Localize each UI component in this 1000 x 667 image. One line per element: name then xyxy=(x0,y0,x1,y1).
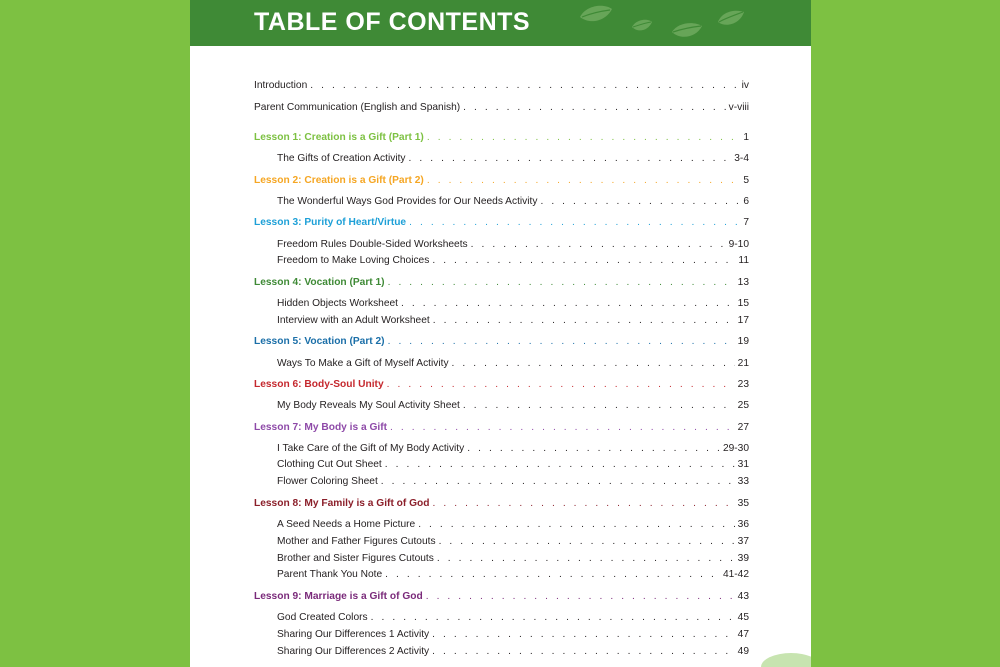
leaf-icon xyxy=(716,8,746,30)
toc-entry-title: Lesson 7: My Body is a Gift xyxy=(254,422,388,433)
toc-entry xyxy=(277,443,749,459)
dot-leader xyxy=(409,153,732,164)
toc-entry xyxy=(277,239,749,255)
toc-lesson-entry xyxy=(254,132,749,148)
toc-lesson-entry xyxy=(254,498,749,514)
toc-page-number: 33 xyxy=(737,476,749,487)
toc-page-number: 6 xyxy=(743,196,749,207)
toc-entry xyxy=(254,102,749,118)
toc-entry-title: Flower Coloring Sheet xyxy=(277,476,378,487)
toc-page-number: 11 xyxy=(738,255,749,266)
toc-page-number: 23 xyxy=(737,379,749,390)
toc-entry xyxy=(277,536,749,552)
toc-page-number: 7 xyxy=(743,217,749,228)
toc-entry-title: I Take Care of the Gift of My Body Activity xyxy=(277,443,465,454)
dot-leader xyxy=(432,255,735,266)
toc-entry xyxy=(277,553,749,569)
toc-entry-title: Hidden Objects Worksheet xyxy=(277,298,398,309)
toc-page-number: 13 xyxy=(737,277,749,288)
document-page xyxy=(190,0,811,667)
toc-entry xyxy=(277,315,749,331)
toc-entry-title: Interview with an Adult Worksheet xyxy=(277,315,430,326)
toc-page-number: 39 xyxy=(737,553,749,564)
dot-leader xyxy=(540,196,740,207)
leaf-icon xyxy=(630,17,654,35)
dot-leader xyxy=(433,315,735,326)
toc-entry-title: Lesson 4: Vocation (Part 1) xyxy=(254,277,385,288)
toc-page-number: v-viii xyxy=(728,102,749,113)
toc-page-number: 37 xyxy=(737,536,749,547)
toc-page-number: 41-42 xyxy=(722,569,749,580)
dot-leader xyxy=(432,646,735,657)
dot-leader xyxy=(387,379,735,390)
dot-leader xyxy=(437,553,735,564)
toc-page-number: 9-10 xyxy=(728,239,749,250)
toc-entry-title: Lesson 8: My Family is a Gift of God xyxy=(254,498,430,509)
toc-entry-title: God Created Colors xyxy=(277,612,368,623)
dot-leader xyxy=(381,476,735,487)
dot-leader xyxy=(467,443,720,454)
dot-leader xyxy=(388,336,735,347)
leaf-icon xyxy=(670,20,704,42)
toc-lesson-entry xyxy=(254,591,749,607)
toc-page-number: 29-30 xyxy=(722,443,749,454)
toc-entry-title: Brother and Sister Figures Cutouts xyxy=(277,553,434,564)
toc-page-number: 49 xyxy=(737,646,749,657)
toc-entry-title: Sharing Our Differences 2 Activity xyxy=(277,646,430,657)
dot-leader xyxy=(418,519,734,530)
leaf-icon xyxy=(578,3,614,27)
dot-leader xyxy=(385,459,735,470)
toc-lesson-entry xyxy=(254,277,749,293)
toc-entry xyxy=(277,358,749,374)
toc-page-number: 35 xyxy=(737,498,749,509)
toc-entry xyxy=(277,519,749,535)
toc-entry-title: Lesson 3: Purity of Heart/Virtue xyxy=(254,217,407,228)
toc-entry xyxy=(277,400,749,416)
toc-page-number: 25 xyxy=(737,400,749,411)
toc-entry-title: A Seed Needs a Home Picture xyxy=(277,519,416,530)
toc-page-number: 27 xyxy=(737,422,749,433)
toc-lesson-entry xyxy=(254,175,749,191)
toc-entry-title: Lesson 5: Vocation (Part 2) xyxy=(254,336,385,347)
toc-entry-title: Mother and Father Figures Cutouts xyxy=(277,536,436,547)
toc-lesson-entry xyxy=(254,217,749,233)
toc-entry xyxy=(277,629,749,645)
toc-lesson-entry xyxy=(254,379,749,395)
dot-leader xyxy=(385,569,720,580)
toc-entry xyxy=(254,80,749,96)
toc-entry-title: Parent Communication (English and Spanish) xyxy=(254,102,461,113)
toc-page-number: 1 xyxy=(743,132,749,143)
toc-page-number: 3-4 xyxy=(734,153,749,164)
toc-entry-title: The Gifts of Creation Activity xyxy=(277,153,406,164)
toc-entry xyxy=(277,612,749,628)
toc-entry xyxy=(277,459,749,475)
toc-entry-title: Ways To Make a Gift of Myself Activity xyxy=(277,358,449,369)
toc-entry xyxy=(277,196,749,212)
toc-page-number: 15 xyxy=(737,298,749,309)
page-title: TABLE OF CONTENTS xyxy=(254,8,531,36)
dot-leader xyxy=(426,591,735,602)
toc-entry xyxy=(277,153,749,169)
toc-entry-title: My Body Reveals My Soul Activity Sheet xyxy=(277,400,460,411)
toc-entry-title: Lesson 9: Marriage is a Gift of God xyxy=(254,591,423,602)
dot-leader xyxy=(427,132,740,143)
dot-leader xyxy=(432,498,734,509)
dot-leader xyxy=(439,536,735,547)
toc-entry-title: Lesson 2: Creation is a Gift (Part 2) xyxy=(254,175,424,186)
toc-page-number: 17 xyxy=(737,315,749,326)
toc-page-number: 47 xyxy=(737,629,749,640)
toc-entry xyxy=(277,569,749,585)
dot-leader xyxy=(388,277,735,288)
dot-leader xyxy=(427,175,740,186)
toc-entry-title: Sharing Our Differences 1 Activity xyxy=(277,629,430,640)
dot-leader xyxy=(401,298,735,309)
toc-entry-title: Freedom to Make Loving Choices xyxy=(277,255,430,266)
dot-leader xyxy=(452,358,735,369)
dot-leader xyxy=(371,612,735,623)
dot-leader xyxy=(390,422,735,433)
toc-entry-title: Lesson 1: Creation is a Gift (Part 1) xyxy=(254,132,424,143)
toc-entry-title: Freedom Rules Double-Sided Worksheets xyxy=(277,239,468,250)
toc-entry-title: Lesson 6: Body-Soul Unity xyxy=(254,379,384,390)
toc-page-number: 45 xyxy=(737,612,749,623)
toc-page-number: 21 xyxy=(737,358,749,369)
dot-leader xyxy=(471,239,726,250)
toc-entry-title: Introduction xyxy=(254,80,308,91)
toc-entry xyxy=(277,298,749,314)
toc-page-number: 31 xyxy=(737,459,749,470)
toc-page-number: 43 xyxy=(737,591,749,602)
toc-entry xyxy=(277,476,749,492)
toc-lesson-entry xyxy=(254,422,749,438)
toc-entry-title: Clothing Cut Out Sheet xyxy=(277,459,382,470)
title-banner xyxy=(190,0,811,46)
toc-page-number: iv xyxy=(741,80,749,91)
corner-leaf-decoration xyxy=(761,653,811,667)
toc-lesson-entry xyxy=(254,336,749,352)
toc-page-number: 5 xyxy=(743,175,749,186)
toc-entry xyxy=(277,255,749,271)
toc-entry-title: The Wonderful Ways God Provides for Our Needs Activity xyxy=(277,196,538,207)
toc-page-number: 19 xyxy=(737,336,749,347)
dot-leader xyxy=(409,217,740,228)
dot-leader xyxy=(432,629,735,640)
dot-leader xyxy=(463,102,726,113)
toc-entry xyxy=(277,646,749,662)
toc-page-number: 36 xyxy=(737,519,749,530)
dot-leader xyxy=(310,80,738,91)
dot-leader xyxy=(463,400,735,411)
toc-entry-title: Parent Thank You Note xyxy=(277,569,383,580)
